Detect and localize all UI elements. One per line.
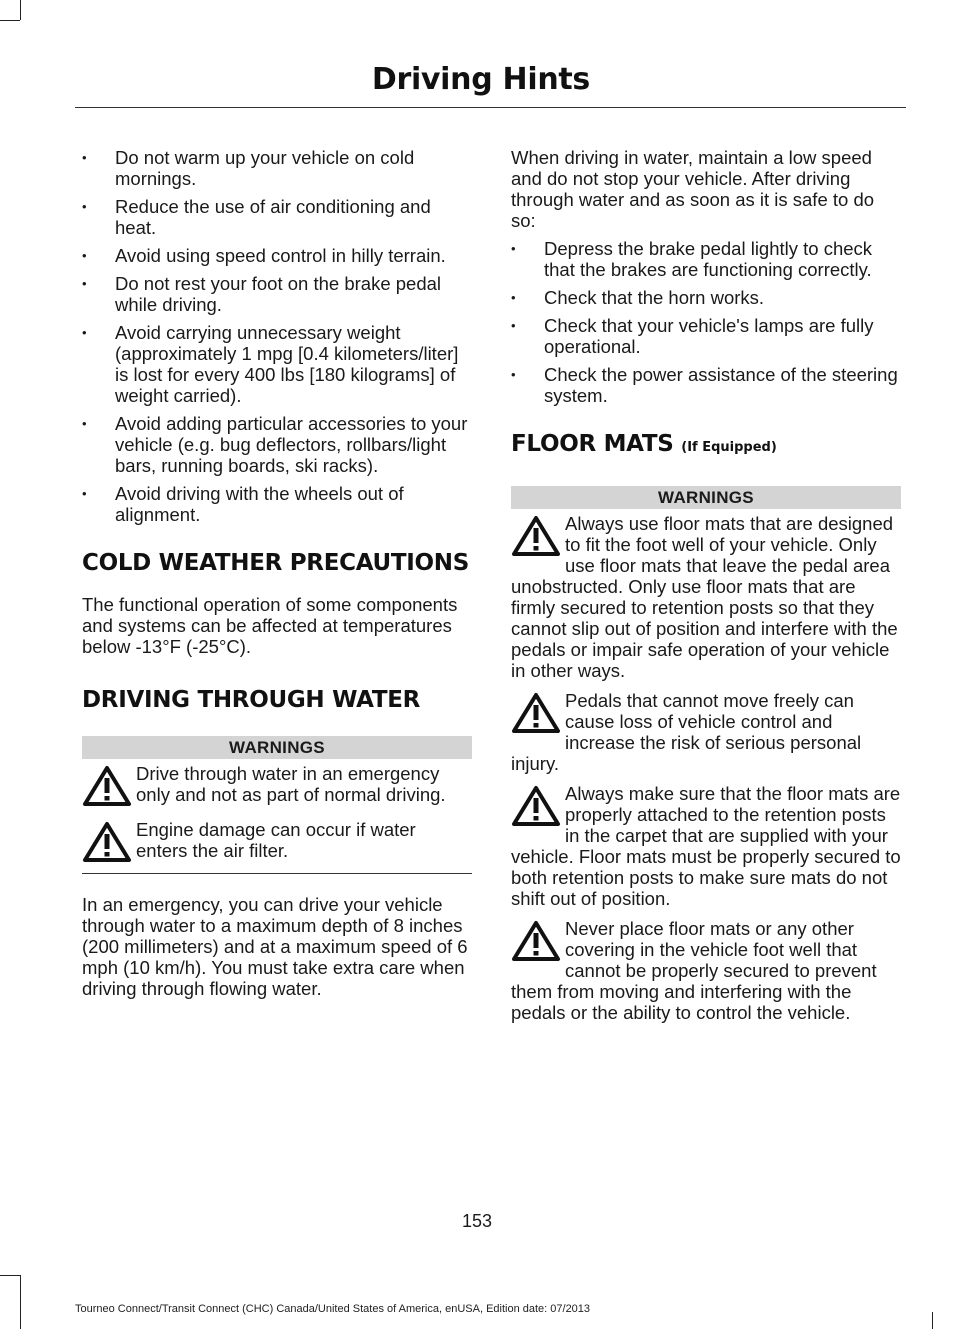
left-column bbox=[82, 147, 472, 999]
cold-weather-heading: COLD WEATHER PRECAUTIONS bbox=[82, 550, 469, 576]
list-item: • Check the power assistance of the steering system. bbox=[511, 364, 901, 406]
water-depth-text: In an emergency, you can drive your vehicle through water to a maximum depth of 8 inches (200 millimeters) and at a maximum speed of 6 mph (10 km/h). You must take extra care when driving through flowing water. bbox=[82, 894, 468, 999]
warning-triangle-icon bbox=[511, 692, 561, 734]
list-item: • Depress the brake pedal lightly to check that the brakes are functioning correctly. bbox=[511, 238, 901, 280]
footer-edition-text: Tourneo Connect/Transit Connect (CHC) Canada/United States of America, enUSA, Edition date: 07/2013 bbox=[75, 1303, 591, 1315]
list-item: • Check that the horn works. bbox=[511, 287, 901, 308]
crop-mark bbox=[932, 1312, 933, 1329]
warning-item bbox=[511, 690, 901, 774]
warning-triangle-icon bbox=[82, 765, 132, 807]
if-equipped-label: (If Equipped) bbox=[681, 440, 777, 455]
warning-text: Pedals that cannot move freely can cause loss of vehicle control and increase the risk of serious personal injury. bbox=[511, 690, 862, 774]
crop-mark bbox=[0, 20, 20, 21]
list-item: • Avoid adding particular accessories to your vehicle (e.g. bug deflectors, rollbars/light bars, running boards, ski racks). bbox=[82, 413, 472, 476]
floor-mats-title: FLOOR MATS bbox=[511, 431, 674, 457]
list-item: • Avoid driving with the wheels out of alignment. bbox=[82, 483, 472, 525]
floor-mats-heading bbox=[511, 430, 901, 462]
list-item: • Avoid using speed control in hilly terrain. bbox=[82, 245, 472, 266]
divider bbox=[82, 873, 472, 874]
warning-item bbox=[511, 513, 901, 681]
list-item: • Check that your vehicle's lamps are fully operational. bbox=[511, 315, 901, 357]
list-item: • Avoid carrying unnecessary weight (approximately 1 mpg [0.4 kilometers/liter] is lost for every 400 lbs [180 kilograms] of weight carried). bbox=[82, 322, 472, 406]
after-water-checks-list bbox=[511, 238, 901, 406]
water-intro-text: When driving in water, maintain a low speed and do not stop your vehicle. After driving through water and as soon as it is safe to do so: bbox=[511, 147, 875, 231]
list-item: • Reduce the use of air conditioning and heat. bbox=[82, 196, 472, 238]
warning-item bbox=[511, 783, 901, 909]
warning-triangle-icon bbox=[82, 821, 132, 863]
warning-text: Engine damage can occur if water enters the air filter. bbox=[136, 819, 416, 861]
fuel-tips-list bbox=[82, 147, 472, 525]
crop-mark bbox=[0, 1275, 20, 1276]
page-header bbox=[75, 58, 906, 108]
warning-item bbox=[82, 819, 472, 865]
list-item: • Do not rest your foot on the brake pedal while driving. bbox=[82, 273, 472, 315]
warning-text: Drive through water in an emergency only and not as part of normal driving. bbox=[136, 763, 446, 805]
list-item: • Do not warm up your vehicle on cold mornings. bbox=[82, 147, 472, 189]
warning-triangle-icon bbox=[511, 785, 561, 827]
page-title: Driving Hints bbox=[371, 62, 590, 97]
driving-through-water-heading: DRIVING THROUGH WATER bbox=[82, 687, 421, 713]
warning-triangle-icon bbox=[511, 920, 561, 962]
water-warnings-box bbox=[82, 736, 472, 874]
warning-triangle-icon bbox=[511, 515, 561, 557]
crop-mark bbox=[20, 1275, 21, 1329]
warnings-label: WARNINGS bbox=[82, 736, 472, 759]
page-number: 153 bbox=[461, 1211, 493, 1231]
right-column bbox=[511, 147, 901, 1023]
cold-weather-text: The functional operation of some components and systems can be affected at temperatures below -13°F (-25°C). bbox=[82, 594, 458, 657]
warning-item bbox=[82, 763, 472, 809]
warnings-label: WARNINGS bbox=[511, 486, 901, 509]
warning-item bbox=[511, 918, 901, 1023]
warning-text: Always make sure that the floor mats are properly attached to the retention posts in the carpet that are supplied with your vehicle. Floor mats must be properly secured to both retention posts to make sure mats do not shift out of position. bbox=[511, 783, 901, 909]
warning-text: Always use floor mats that are designed to fit the foot well of your vehicle. Only use floor mats that leave the pedal area unobstructed. Only use floor mats that are firmly secured to retention posts so that they cannot slip out of position and interfere with the pedals or impair safe operation of your vehicle in other ways. bbox=[511, 513, 898, 681]
crop-mark bbox=[20, 0, 21, 20]
floor-mats-warnings-box bbox=[511, 486, 901, 1023]
warning-text: Never place floor mats or any other covering in the vehicle foot well that cannot be properly secured to prevent them from moving and interfering with the pedals or the ability to control the vehicle. bbox=[511, 918, 877, 1023]
